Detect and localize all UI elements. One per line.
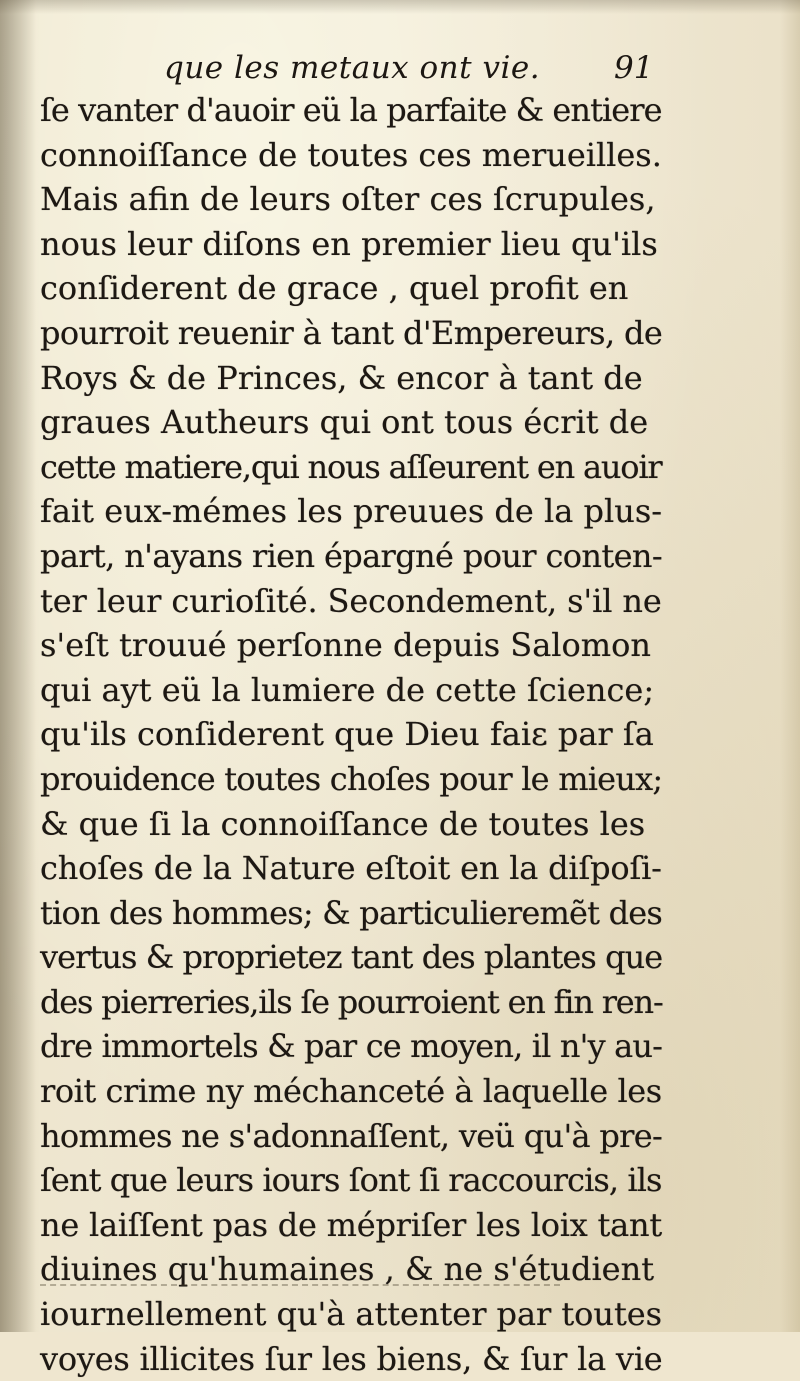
text-line: fait eux-mémes les preuues de la plus- [40, 492, 663, 531]
text-line: voyes illicites ſur les biens, & ſur la vie [40, 1339, 663, 1378]
text-line: part, n'ayans rien épargné pour conten- [40, 536, 663, 575]
text-line: s'eſt trouué perſonne depuis Salomon [40, 626, 651, 665]
text-line: ſe vanter d'auoir eü la parfaite & entiere [40, 91, 662, 129]
text-line: Mais afin de leurs oſter ces ſcrupules, [40, 180, 656, 219]
text-line: choſes de la Nature eſtoit en la diſpoſi- [40, 849, 662, 888]
text-line: graues Autheurs qui ont tous écrit de [40, 403, 649, 442]
text-line: prouidence toutes choſes pour le mieux; [40, 759, 663, 798]
text-line: dre immortels & par ce moyen, il n'y au- [40, 1027, 663, 1066]
text-line: iournellement qu'à attenter par toutes [40, 1295, 663, 1334]
text-line: Roys & de Princes, & encor à tant de [40, 358, 643, 397]
text-line: ne laiſſent pas de mépriſer les loix tant [40, 1205, 662, 1244]
text-line: roit crime ny méchanceté à laquelle les [40, 1072, 662, 1111]
text-body [40, 88, 663, 1381]
text-line: conſiderent de grace , quel profit en [40, 269, 629, 308]
text-line: cette matiere,qui nous aſſeurent en auoir [40, 447, 662, 486]
text-line: & que ſi la connoiſſance de toutes les [40, 804, 646, 843]
text-line: vertus & proprietez tant des plantes que [40, 938, 663, 977]
page-number: 91 [614, 50, 654, 86]
gutter-shadow [0, 0, 36, 1332]
bottom-edge-rule [40, 1284, 560, 1286]
text-line: hommes ne s'adonnaſſent, veü qu'à pre- [40, 1116, 663, 1155]
running-head [46, 50, 666, 90]
text-line: ſent que leurs iours ſont ſi raccourcis, ils [40, 1161, 662, 1200]
text-line: diuines qu'humaines , & ne s'étudient [40, 1250, 655, 1289]
text-line: des pierreries,ils ſe pourroient en fin ren- [40, 982, 663, 1021]
text-line: ter leur curioſité. Secondement, s'il ne [40, 581, 662, 620]
running-title: que les metaux ont vie. [164, 50, 541, 86]
text-line: connoiſſance de toutes ces merueilles. [40, 135, 662, 174]
text-line: tion des hommes; & particulieremẽt des [40, 893, 662, 932]
text-line: pourroit reuenir à tant d'Empereurs, de [40, 313, 663, 352]
text-line: qu'ils conſiderent que Dieu faiɛ par ſa [40, 715, 654, 754]
text-line: nous leur diſons en premier lieu qu'ils [40, 224, 658, 263]
text-line: qui ayt eü la lumiere de cette ſcience; [40, 670, 655, 709]
top-edge-shadow [0, 0, 800, 14]
